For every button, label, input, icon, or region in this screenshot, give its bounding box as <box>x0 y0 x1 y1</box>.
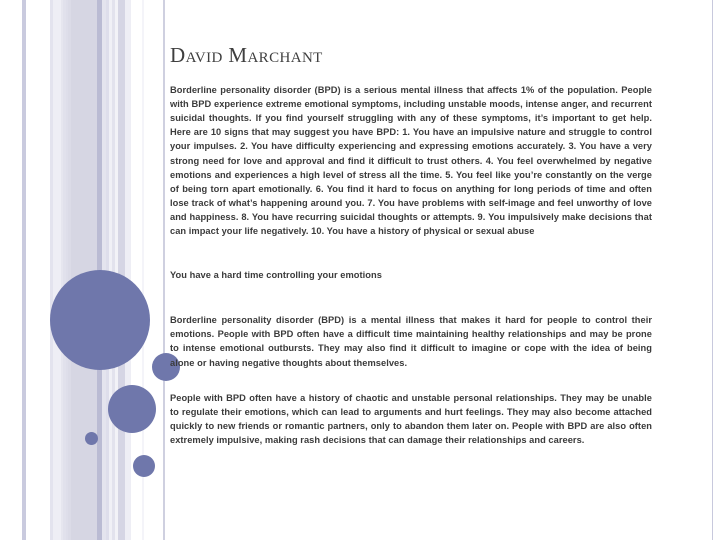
page-title: David Marchant <box>170 43 323 67</box>
stripe-20 <box>163 0 165 540</box>
body-paragraph-3: Borderline personality disorder (BPD) is a mental illness that makes it hard for people to control their emotions. People with BPD often have a difficult time maintaining healthy relationships and may be prone to intense emotional outbursts. They may also find it difficult to imagine or cope with the idea of being alone or having negative thoughts about themselves. <box>170 315 652 368</box>
slide-content <box>170 44 652 447</box>
body-paragraph-1: Borderline personality disorder (BPD) is a serious mental illness that affects 1% of the population. People with BPD experience extreme emotional symptoms, including unstable moods, intense anger, and recurrent suicidal thoughts. If you find yourself struggling with any of these symptoms, it’s important to get help. Here are 10 signs that may suggest you have BPD: 1. You have an impulsive nature and struggle to control your impulses. 2. You have difficulty experiencing and expressing emotions accurately. 3. You have a very strong need for love and approval and find it difficult to trust others. 4. You feel overwhelmed by negative emotions and experiences a high level of stress all the time. 5. You feel like you’re constantly on the verge of being torn apart emotionally. 6. You find it hard to focus on anything for long periods of time and often lose track of what’s happening around you. 7. You have problems with self-image and feel unworthy of love and happiness. 8. You have recurring suicidal thoughts or attempts. 9. You impulsively make decisions that can impact your life negatively. 10. You have a history of physical or sexual abuse <box>170 85 652 237</box>
large-decorative-circle <box>50 270 150 370</box>
medium-decorative-circle <box>108 385 156 433</box>
stripe-4 <box>53 0 61 540</box>
stripe-2 <box>26 0 50 540</box>
body-paragraph-2: You have a hard time controlling your emotions <box>170 270 382 281</box>
right-edge-rule <box>712 0 713 540</box>
stripe-16 <box>118 0 125 540</box>
small-decorative-dot <box>85 432 98 445</box>
body-paragraph-4: People with BPD often have a history of chaotic and unstable personal relationships. They may be unable to regulate their emotions, which can lead to arguments and hurt feelings. They may also become attached quickly to new friends or romantic partners, only to abandon them later on. People with BPD are also often extremely impulsive, making rash decisions that can damage their relationships and careers. <box>170 392 652 445</box>
bottom-decorative-circle <box>133 455 155 477</box>
